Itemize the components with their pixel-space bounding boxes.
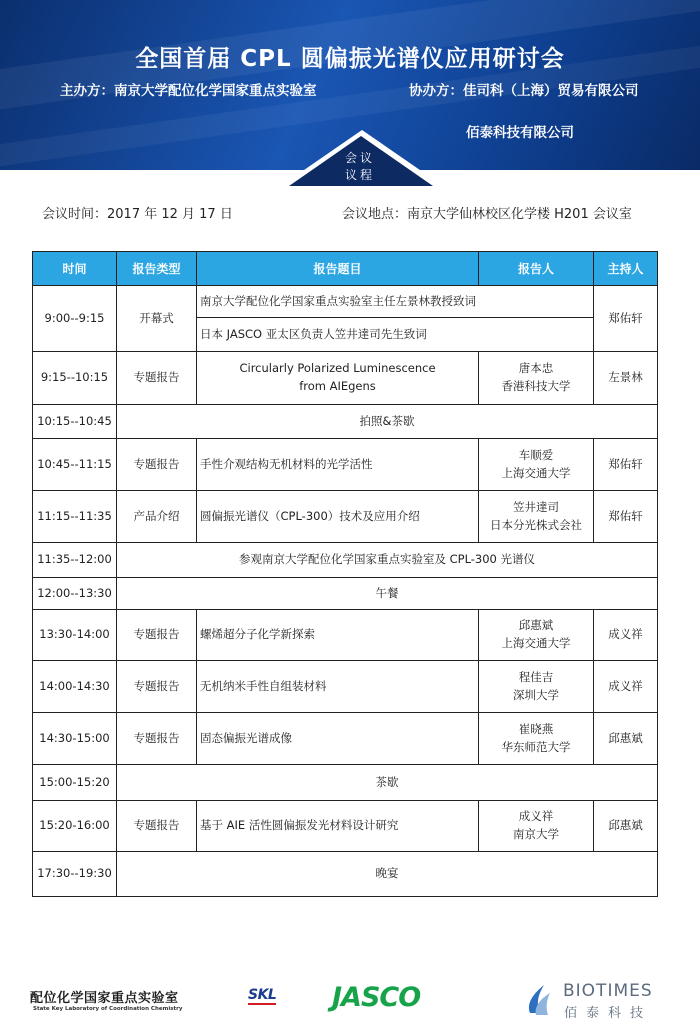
lab-logo-text: 配位化学国家重点实验室 (30, 991, 179, 1006)
cell-time: 10:15--10:45 (33, 405, 117, 439)
cell-host: 成义祥 (594, 610, 658, 661)
cell-host: 左景林 (594, 352, 658, 405)
table-row (33, 491, 658, 543)
cell-type: 专题报告 (117, 801, 197, 852)
cell-event: 拍照&茶歇 (117, 405, 658, 439)
cell-host: 郑佑轩 (594, 491, 658, 543)
co-organizer-text: 协办方：佳司科（上海）贸易有限公司 (409, 83, 639, 99)
agenda-table (32, 251, 658, 897)
cell-topic: 螺烯超分子化学新探索 (197, 610, 479, 661)
meeting-place: 会议地点：南京大学仙林校区化学楼 H201 会议室 (342, 207, 632, 222)
cell-time: 9:00--9:15 (33, 286, 117, 352)
biotimes-logo-text: BIOTIMES (563, 981, 653, 1001)
table-row (33, 801, 658, 852)
speaker-affiliation: 上海交通大学 (501, 465, 571, 480)
table-row (33, 661, 658, 713)
biotimes-icon (522, 979, 556, 1019)
cell-event: 参观南京大学配位化学国家重点实验室及 CPL-300 光谱仪 (117, 543, 658, 578)
cell-type: 专题报告 (117, 439, 197, 491)
speaker-affiliation: 上海交通大学 (501, 636, 571, 650)
cell-time: 11:15--11:35 (33, 491, 117, 543)
speaker-affiliation: 日本分光株式会社 (490, 517, 582, 532)
cell-host: 邱惠斌 (594, 713, 658, 765)
cell-speaker (479, 439, 594, 491)
speaker-name: 成义祥 (518, 809, 554, 824)
cell-topic: 圆偏振光谱仪（CPL-300）技术及应用介绍 (197, 491, 479, 543)
speaker-name: 崔晓燕 (518, 721, 554, 736)
speaker-affiliation: 深圳大学 (513, 687, 559, 702)
table-row (33, 352, 658, 405)
cell-topic: 基于 AIE 活性圆偏振发光材料设计研究 (197, 801, 479, 852)
cell-topic: 手性介观结构无机材料的光学活性 (197, 439, 479, 491)
skl-logo: SKL (248, 987, 277, 1003)
table-row (33, 852, 658, 897)
biotimes-logo-cn: 佰泰科技 (564, 1006, 653, 1021)
table-row (33, 543, 658, 578)
speaker-affiliation: 南京大学 (513, 827, 559, 841)
table-row (33, 765, 658, 801)
speaker-affiliation: 香港科技大学 (501, 379, 571, 393)
cell-type: 开幕式 (117, 286, 197, 352)
cell-topic: 固态偏振光谱成像 (197, 713, 479, 765)
speaker-affiliation: 华东师范大学 (501, 739, 571, 754)
col-header-host: 主持人 (594, 252, 658, 286)
cell-speaker (479, 610, 594, 661)
speaker-name: 车顺爱 (518, 447, 554, 462)
footer-logos (0, 975, 700, 1026)
cell-topic (197, 352, 479, 405)
jasco-logo: JASCO (332, 982, 421, 1013)
page-title: 全国首届 CPL 圆偏振光谱仪应用研讨会 (135, 46, 565, 72)
cell-time: 11:35--12:00 (33, 543, 117, 578)
speaker-name: 唐本忠 (518, 361, 554, 376)
speaker-name: 程佳吉 (518, 669, 554, 684)
topic-line: from AIEgens (299, 379, 376, 393)
table-row (33, 713, 658, 765)
cell-type: 专题报告 (117, 713, 197, 765)
col-header-time: 时间 (33, 252, 117, 286)
cell-topic: 南京大学配位化学国家重点实验室主任左景林教授致词 (197, 286, 594, 318)
cell-host: 成义祥 (594, 661, 658, 713)
cell-time: 13:30-14:00 (33, 610, 117, 661)
speaker-name: 邱惠斌 (518, 618, 554, 633)
meeting-time: 会议时间：2017 年 12 月 17 日 (42, 207, 233, 222)
cell-time: 15:00-15:20 (33, 765, 117, 801)
table-header-row (33, 252, 658, 286)
cell-event: 茶歇 (117, 765, 658, 801)
agenda-badge-line1: 会议 (344, 151, 375, 165)
col-header-topic: 报告题目 (197, 252, 479, 286)
cell-time: 14:30-15:00 (33, 713, 117, 765)
cell-speaker (479, 352, 594, 405)
cell-host: 郑佑轩 (594, 286, 658, 352)
table-row (33, 405, 658, 439)
table-row (33, 578, 658, 610)
table-row (33, 286, 658, 318)
cell-host: 郑佑轩 (594, 439, 658, 491)
cell-time: 17:30--19:30 (33, 852, 117, 897)
lab-logo-subtitle: State Key Laboratory of Coordination Chemistry (33, 1006, 183, 1012)
cell-type: 专题报告 (117, 661, 197, 713)
cell-event: 午餐 (117, 578, 658, 610)
agenda-badge-line2: 议程 (344, 168, 375, 182)
topic-line: Circularly Polarized Luminescence (239, 361, 436, 376)
cell-type: 专题报告 (117, 610, 197, 661)
cell-speaker (479, 661, 594, 713)
cell-time: 10:45--11:15 (33, 439, 117, 491)
cell-event: 晚宴 (117, 852, 658, 897)
col-header-speaker: 报告人 (479, 252, 594, 286)
table-row (33, 439, 658, 491)
cell-host: 邱惠斌 (594, 801, 658, 852)
table-row (33, 610, 658, 661)
cell-speaker (479, 491, 594, 543)
cell-time: 15:20-16:00 (33, 801, 117, 852)
col-header-type: 报告类型 (117, 252, 197, 286)
cell-time: 14:00-14:30 (33, 661, 117, 713)
co-organizer-text-2: 佰泰科技有限公司 (466, 125, 574, 141)
cell-topic: 无机纳米手性自组装材料 (197, 661, 479, 713)
cell-speaker (479, 801, 594, 852)
speaker-name: 笠井達司 (513, 499, 559, 514)
cell-time: 9:15--10:15 (33, 352, 117, 405)
cell-time: 12:00--13:30 (33, 578, 117, 610)
cell-type: 专题报告 (117, 352, 197, 405)
cell-speaker (479, 713, 594, 765)
cell-topic: 日本 JASCO 亚太区负责人笠井達司先生致词 (197, 318, 594, 352)
cell-type: 产品介绍 (117, 491, 197, 543)
organizer-text: 主办方：南京大学配位化学国家重点实验室 (60, 83, 317, 99)
